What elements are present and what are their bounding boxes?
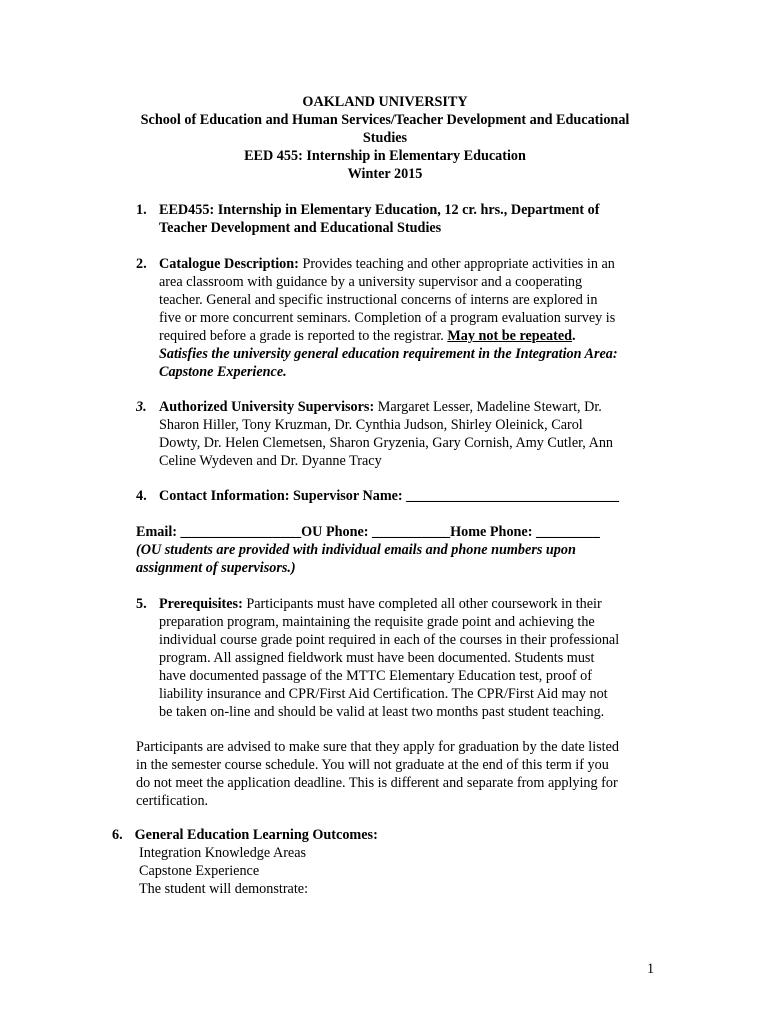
contact-note-line-1: (OU students are provided with individual emails and phone numbers upon — [136, 542, 576, 558]
section-2-line-6: Satisfies the university general education requirement in the Integration Area: — [159, 346, 618, 362]
section-5-line-1-text: Participants must have completed all other coursework in their — [242, 596, 602, 612]
section-3-number: 3. — [136, 399, 147, 415]
section-5-line-5: have documented passage of the MTTC Elementary Education test, proof of — [159, 668, 592, 684]
term: Winter 2015 — [347, 166, 423, 182]
course-title: EED 455: Internship in Elementary Education — [244, 148, 526, 164]
section-2-label: Catalogue Description: — [159, 256, 299, 272]
advisory-line-1: Participants are advised to make sure that they apply for graduation by the date listed — [136, 739, 620, 755]
supervisor-name-line: Contact Information: Supervisor Name: ______________________________ — [159, 488, 620, 504]
school-name-line-1: School of Education and Human Services/Teacher Development and Educational — [140, 112, 630, 128]
section-6-line-3: Capstone Experience — [139, 863, 260, 879]
section-6-learning-outcomes — [112, 826, 652, 898]
section-6-heading — [112, 826, 652, 844]
section-2-number: 2. — [136, 256, 147, 272]
contact-note — [136, 541, 658, 577]
section-5-line-6: liability insurance and CPR/First Aid Certification. The CPR/First Aid may not — [159, 686, 608, 702]
graduation-advisory — [136, 738, 658, 810]
section-1-line-2: Teacher Development and Educational Studies — [159, 220, 442, 236]
section-2-catalogue-description — [136, 255, 656, 381]
section-5-line-2: preparation program, maintaining the requisite grade point and achieving the — [159, 614, 595, 630]
section-3-line-4: Celine Wydeven and Dr. Dyanne Tracy — [159, 453, 382, 469]
section-2-line-5-end: . — [572, 328, 576, 344]
section-1-number: 1. — [136, 202, 147, 218]
school-name-line-2: Studies — [362, 130, 408, 146]
section-3-line-2: Sharon Hiller, Tony Kruzman, Dr. Cynthia Judson, Shirley Oleinick, Carol — [159, 417, 583, 433]
section-5-number: 5. — [136, 596, 147, 612]
section-5-prerequisites — [136, 595, 656, 721]
section-6-line-4: The student will demonstrate: — [139, 881, 309, 897]
advisory-line-3: do not meet the application deadline. This is different and separate from applying for — [136, 775, 618, 791]
document-header — [110, 93, 660, 183]
section-2-line-5 — [159, 327, 656, 345]
section-2-line-3: teacher. General and specific instructional concerns of interns are explored in — [159, 292, 598, 308]
section-4-number: 4. — [136, 488, 147, 504]
section-6-number: 6. — [112, 827, 123, 843]
section-2-line-7: Capstone Experience. — [159, 364, 287, 380]
section-3-line-1 — [159, 398, 656, 416]
section-2-line-2: area classroom with guidance by a university supervisor and a cooperating — [159, 274, 583, 290]
section-4-contact-information — [136, 487, 656, 505]
section-3-line-1-text: Margaret Lesser, Madeline Stewart, Dr. — [374, 399, 602, 415]
page-number: 1 — [647, 961, 655, 977]
section-1-line-1: EED455: Internship in Elementary Education, 12 cr. hrs., Department of — [159, 202, 600, 218]
section-5-line-1 — [159, 595, 656, 613]
section-2-line-4: five or more concurrent seminars. Completion of a program evaluation survey is — [159, 310, 616, 326]
section-5-line-7: be taken on-line and should be valid at least two months past student teaching. — [159, 704, 605, 720]
section-5-line-3: individual course grade point required in each of the courses in their professional — [159, 632, 620, 648]
contact-note-line-2: assignment of supervisors.) — [136, 560, 296, 576]
section-3-label: Authorized University Supervisors: — [159, 399, 375, 415]
section-2-line-5-text: required before a grade is reported to the registrar. — [159, 328, 448, 344]
section-5-line-4: program. All assigned fieldwork must have been documented. Students must — [159, 650, 595, 666]
section-3-supervisors — [136, 398, 656, 470]
advisory-line-4: certification. — [136, 793, 209, 809]
section-6-line-2: Integration Knowledge Areas — [139, 845, 307, 861]
section-2-line-1-text: Provides teaching and other appropriate activities in an — [298, 256, 615, 272]
section-6-label: General Education Learning Outcomes: — [134, 827, 378, 843]
contact-fields-line: Email: _________________OU Phone: ___________Home Phone: _________ — [136, 524, 600, 540]
advisory-line-2: in the semester course schedule. You will not graduate at the end of this term if you — [136, 757, 609, 773]
university-name: OAKLAND UNIVERSITY — [302, 94, 468, 110]
not-repeatable-notice: May not be repeated — [447, 328, 573, 344]
section-3-line-3: Dowty, Dr. Helen Clemetsen, Sharon Gryzenia, Gary Cornish, Amy Cutler, Ann — [159, 435, 614, 451]
section-5-label: Prerequisites: — [159, 596, 243, 612]
section-1 — [136, 201, 656, 237]
section-2-line-1 — [159, 255, 656, 273]
